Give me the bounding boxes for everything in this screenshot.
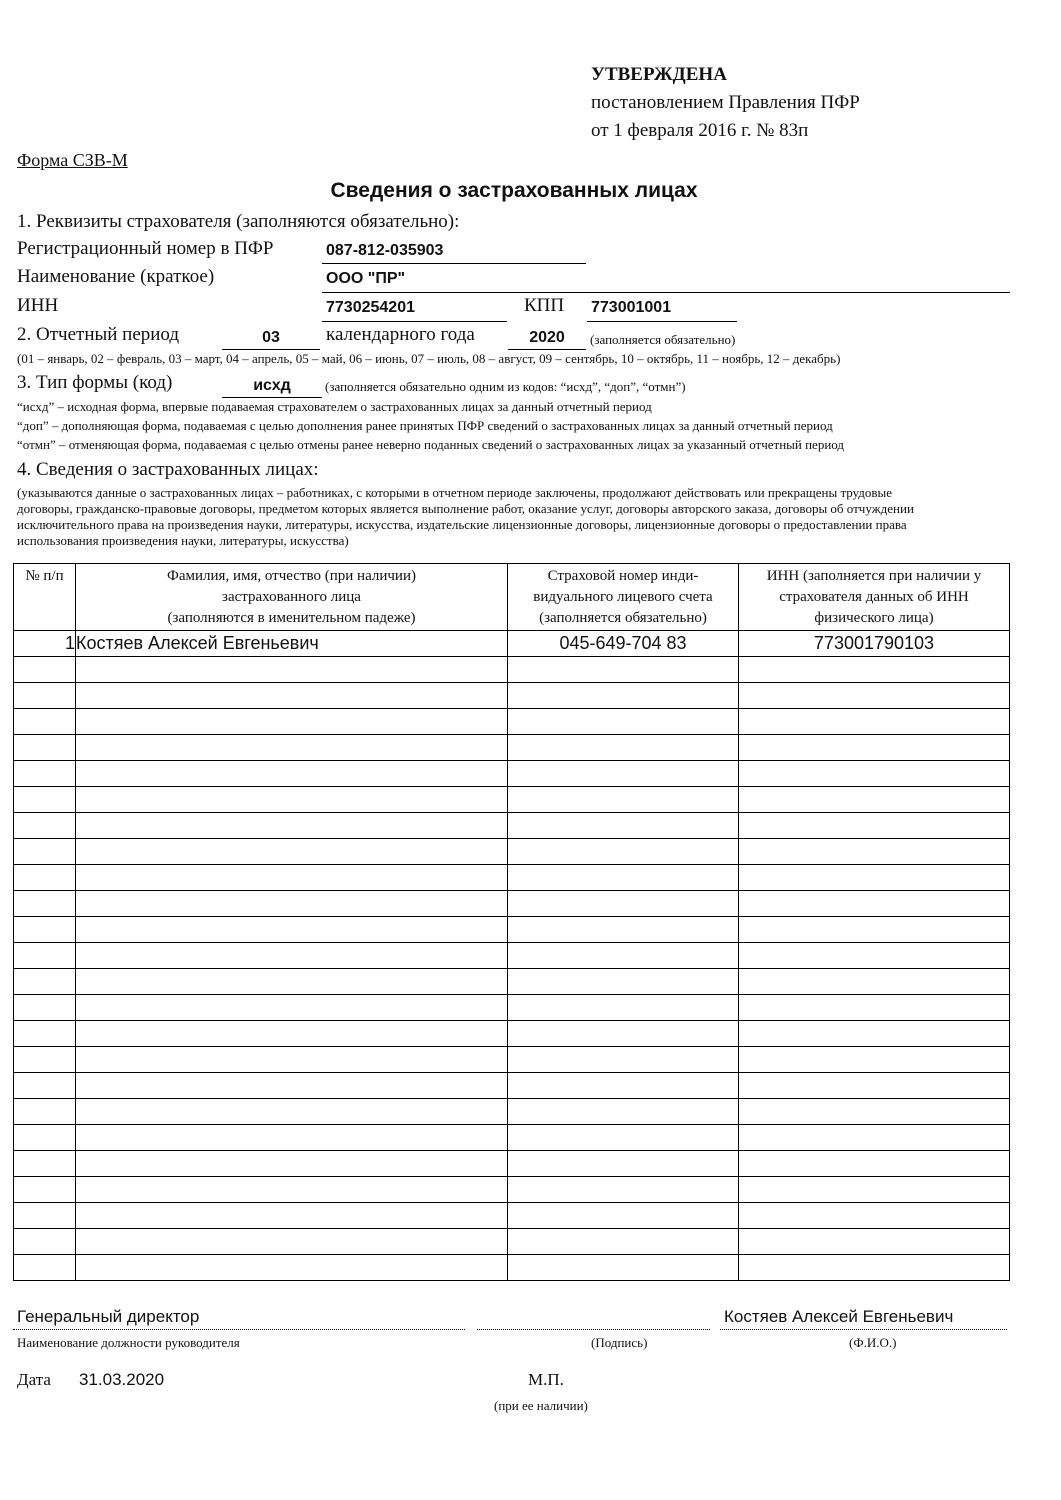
row-fio-cell[interactable] bbox=[76, 1073, 508, 1099]
row-snils-cell[interactable] bbox=[508, 683, 739, 709]
table-row bbox=[14, 761, 1010, 787]
row-snils-cell[interactable] bbox=[508, 709, 739, 735]
col-inn-header: ИНН (заполняется при наличии у страхователя данных об ИНН физического лица) bbox=[739, 564, 1010, 631]
row-inn-cell[interactable] bbox=[739, 1047, 1010, 1073]
position-dotted-line bbox=[13, 1329, 465, 1330]
row-number-cell[interactable] bbox=[14, 657, 76, 683]
row-snils-cell[interactable] bbox=[508, 943, 739, 969]
table-row bbox=[14, 969, 1010, 995]
section4-heading: 4. Сведения о застрахованных лицах: bbox=[17, 459, 319, 480]
reg-number-value[interactable]: 087-812-035903 bbox=[326, 242, 444, 259]
signature-caption: (Подпись) bbox=[591, 1335, 648, 1350]
row-fio-cell[interactable] bbox=[76, 865, 508, 891]
signature-dotted-line bbox=[477, 1329, 710, 1330]
table-row bbox=[14, 787, 1010, 813]
row-fio-cell[interactable] bbox=[76, 761, 508, 787]
col-number-header: № п/п bbox=[14, 564, 76, 631]
col-snils-header: Страховой номер инди- видуального лицевого счета (заполняется обязательно) bbox=[508, 564, 739, 631]
table-row bbox=[14, 891, 1010, 917]
row-fio-cell[interactable] bbox=[76, 995, 508, 1021]
row-number-cell[interactable] bbox=[14, 1021, 76, 1047]
row-snils-cell[interactable] bbox=[508, 1099, 739, 1125]
row-snils-cell[interactable] bbox=[508, 735, 739, 761]
row-number-cell[interactable] bbox=[14, 943, 76, 969]
months-legend: (01 – январь, 02 – февраль, 03 – март, 04 – апрель, 05 – май, 06 – июнь, 07 – июль, 08 – август, 09 – сентябрь, 10 – октябрь, 11 – ноябрь, 12 – декабрь) bbox=[17, 351, 841, 366]
row-snils-cell[interactable] bbox=[508, 1021, 739, 1047]
row-fio-cell[interactable] bbox=[76, 1177, 508, 1203]
director-fio[interactable]: Костяев Алексей Евгеньевич bbox=[724, 1307, 954, 1326]
row-fio-cell[interactable] bbox=[76, 1151, 508, 1177]
row-fio-cell[interactable] bbox=[76, 683, 508, 709]
row-number-cell[interactable] bbox=[14, 709, 76, 735]
form-type-desc-ishd: “исхд” – исходная форма, впервые подаваемая страхователем о застрахованных лицах за данный отчетный период bbox=[17, 399, 652, 414]
document-title: Сведения о застрахованных лицах bbox=[330, 179, 698, 202]
form-type-label: 3. Тип формы (код) bbox=[17, 372, 173, 393]
row-inn-cell[interactable] bbox=[739, 839, 1010, 865]
section4-note-1: (указываются данные о застрахованных лицах – работниках, с которыми в отчетном периоде заключены, продолжают действовать или прекращены трудовые bbox=[17, 485, 893, 500]
year-value[interactable]: 2020 bbox=[529, 329, 565, 346]
table-row bbox=[14, 1099, 1010, 1125]
table-row bbox=[14, 1151, 1010, 1177]
table-row bbox=[14, 631, 1010, 657]
table-row bbox=[14, 735, 1010, 761]
row-number-cell[interactable] bbox=[14, 995, 76, 1021]
row-fio-cell[interactable] bbox=[76, 1021, 508, 1047]
row-inn-cell[interactable] bbox=[739, 1125, 1010, 1151]
period-label: 2. Отчетный период bbox=[17, 324, 180, 345]
form-type-note: (заполняется обязательно одним из кодов: “исхд”, “доп”, “отмн”) bbox=[325, 379, 686, 394]
fio-caption: (Ф.И.О.) bbox=[849, 1335, 897, 1350]
fio-dotted-line bbox=[720, 1329, 1007, 1330]
table-row bbox=[14, 865, 1010, 891]
section4-note-2: договоры, гражданско-правовые договоры, предметом которых является выполнение работ, оказание услуг, договоры авторского заказа, договоры об отчуждении bbox=[17, 501, 914, 516]
row-inn-cell[interactable] bbox=[739, 917, 1010, 943]
row-snils-cell[interactable] bbox=[508, 995, 739, 1021]
row-snils-cell[interactable] bbox=[508, 813, 739, 839]
table-row bbox=[14, 683, 1010, 709]
row-fio-cell[interactable] bbox=[76, 1047, 508, 1073]
table-row bbox=[14, 1047, 1010, 1073]
row-inn-cell[interactable] bbox=[739, 813, 1010, 839]
row-inn-cell[interactable] bbox=[739, 1099, 1010, 1125]
table-row bbox=[14, 1203, 1010, 1229]
kpp-value[interactable]: 773001001 bbox=[591, 299, 672, 316]
row-inn-cell[interactable]: 773001790103 bbox=[739, 631, 1010, 657]
row-inn-cell[interactable] bbox=[739, 995, 1010, 1021]
row-inn-cell[interactable] bbox=[739, 1073, 1010, 1099]
row-fio-cell[interactable] bbox=[76, 709, 508, 735]
row-fio-cell[interactable] bbox=[76, 839, 508, 865]
row-fio-cell[interactable] bbox=[76, 943, 508, 969]
row-snils-cell[interactable] bbox=[508, 1125, 739, 1151]
year-underline bbox=[508, 349, 586, 350]
row-fio-cell[interactable] bbox=[76, 1125, 508, 1151]
table-row bbox=[14, 709, 1010, 735]
approval-line1: постановлением Правления ПФР bbox=[591, 92, 860, 113]
position-caption: Наименование должности руководителя bbox=[17, 1335, 240, 1350]
row-number-cell[interactable] bbox=[14, 1151, 76, 1177]
row-number-cell[interactable] bbox=[14, 1099, 76, 1125]
inn-value[interactable]: 7730254201 bbox=[326, 299, 415, 316]
row-fio-cell[interactable] bbox=[76, 787, 508, 813]
kpp-label: КПП bbox=[524, 295, 565, 316]
row-fio-cell[interactable] bbox=[76, 657, 508, 683]
row-fio-cell[interactable] bbox=[76, 1099, 508, 1125]
row-inn-cell[interactable] bbox=[739, 657, 1010, 683]
insured-persons-table bbox=[13, 563, 1010, 1281]
year-label: календарного года bbox=[326, 324, 475, 345]
table-row bbox=[14, 1125, 1010, 1151]
date-value[interactable]: 31.03.2020 bbox=[79, 1370, 165, 1389]
row-snils-cell[interactable] bbox=[508, 1229, 739, 1255]
row-inn-cell[interactable] bbox=[739, 787, 1010, 813]
director-position[interactable]: Генеральный директор bbox=[17, 1307, 200, 1326]
row-snils-cell[interactable] bbox=[508, 1177, 739, 1203]
table-row bbox=[14, 839, 1010, 865]
table-row bbox=[14, 995, 1010, 1021]
table-row bbox=[14, 1255, 1010, 1281]
date-label: Дата bbox=[17, 1370, 51, 1389]
row-number-cell[interactable]: 1 bbox=[14, 631, 76, 657]
row-fio-cell[interactable]: Костяев Алексей Евгеньевич bbox=[76, 631, 508, 657]
row-fio-cell[interactable] bbox=[76, 891, 508, 917]
row-inn-cell[interactable] bbox=[739, 1021, 1010, 1047]
row-snils-cell[interactable] bbox=[508, 761, 739, 787]
row-number-cell[interactable] bbox=[14, 1073, 76, 1099]
form-type-value[interactable]: исхд bbox=[253, 377, 291, 394]
row-number-cell[interactable] bbox=[14, 787, 76, 813]
row-snils-cell[interactable] bbox=[508, 891, 739, 917]
stamp-label: М.П. bbox=[528, 1370, 564, 1389]
kpp-underline bbox=[587, 321, 737, 322]
row-fio-cell[interactable] bbox=[76, 813, 508, 839]
row-number-cell[interactable] bbox=[14, 891, 76, 917]
row-fio-cell[interactable] bbox=[76, 1229, 508, 1255]
row-number-cell[interactable] bbox=[14, 1229, 76, 1255]
row-number-cell[interactable] bbox=[14, 1203, 76, 1229]
row-number-cell[interactable] bbox=[14, 839, 76, 865]
row-snils-cell[interactable] bbox=[508, 1203, 739, 1229]
row-inn-cell[interactable] bbox=[739, 735, 1010, 761]
row-fio-cell[interactable] bbox=[76, 735, 508, 761]
form-type-desc-otmn: “отмн” – отменяющая форма, подаваемая с целью отмены ранее неверно поданных сведений о застрахованных лицах за указанный отчетный период bbox=[17, 437, 845, 452]
row-number-cell[interactable] bbox=[14, 1125, 76, 1151]
row-number-cell[interactable] bbox=[14, 683, 76, 709]
table-row bbox=[14, 1177, 1010, 1203]
row-fio-cell[interactable] bbox=[76, 1255, 508, 1281]
inn-label: ИНН bbox=[17, 295, 59, 316]
row-number-cell[interactable] bbox=[14, 969, 76, 995]
row-fio-cell[interactable] bbox=[76, 969, 508, 995]
reg-number-underline bbox=[322, 263, 586, 264]
table-row bbox=[14, 813, 1010, 839]
row-number-cell[interactable] bbox=[14, 813, 76, 839]
table-row bbox=[14, 1021, 1010, 1047]
form-type-desc-dop: “доп” – дополняющая форма, подаваемая с целью дополнения ранее принятых ПФР сведений о застрахованных лицах за данный отчетный период bbox=[17, 418, 833, 433]
stamp-note: (при ее наличии) bbox=[494, 1398, 588, 1413]
row-number-cell[interactable] bbox=[14, 735, 76, 761]
row-snils-cell[interactable]: 045-649-704 83 bbox=[508, 631, 739, 657]
short-name-value[interactable]: ООО "ПР" bbox=[326, 270, 406, 287]
row-snils-cell[interactable] bbox=[508, 1151, 739, 1177]
row-snils-cell[interactable] bbox=[508, 969, 739, 995]
row-inn-cell[interactable] bbox=[739, 943, 1010, 969]
row-fio-cell[interactable] bbox=[76, 1203, 508, 1229]
row-snils-cell[interactable] bbox=[508, 787, 739, 813]
table-row bbox=[14, 1073, 1010, 1099]
inn-underline bbox=[322, 321, 507, 322]
row-snils-cell[interactable] bbox=[508, 1073, 739, 1099]
row-inn-cell[interactable] bbox=[739, 1151, 1010, 1177]
short-name-underline bbox=[322, 292, 1010, 293]
row-inn-cell[interactable] bbox=[739, 969, 1010, 995]
table-row bbox=[14, 917, 1010, 943]
row-inn-cell[interactable] bbox=[739, 683, 1010, 709]
row-snils-cell[interactable] bbox=[508, 657, 739, 683]
row-snils-cell[interactable] bbox=[508, 1047, 739, 1073]
period-value[interactable]: 03 bbox=[262, 329, 280, 346]
row-inn-cell[interactable] bbox=[739, 709, 1010, 735]
period-note: (заполняется обязательно) bbox=[590, 332, 736, 347]
approval-line2: от 1 февраля 2016 г. № 83п bbox=[591, 120, 809, 141]
row-snils-cell[interactable] bbox=[508, 917, 739, 943]
row-snils-cell[interactable] bbox=[508, 839, 739, 865]
form-name: Форма СЗВ-М bbox=[17, 150, 128, 170]
section1-heading: 1. Реквизиты страхователя (заполняются обязательно): bbox=[17, 211, 460, 232]
table-row bbox=[14, 943, 1010, 969]
section4-note-3: исключительного права на произведения науки, литературы, искусства, издательские лицензионные договоры, лицензионные договоры о предоставлении права bbox=[17, 517, 907, 532]
row-number-cell[interactable] bbox=[14, 1177, 76, 1203]
reg-number-label: Регистрационный номер в ПФР bbox=[17, 238, 274, 259]
period-underline bbox=[222, 349, 320, 350]
form-type-underline bbox=[222, 397, 322, 398]
row-inn-cell[interactable] bbox=[739, 891, 1010, 917]
approval-title: УТВЕРЖДЕНА bbox=[591, 64, 727, 85]
row-inn-cell[interactable] bbox=[739, 761, 1010, 787]
row-fio-cell[interactable] bbox=[76, 917, 508, 943]
row-inn-cell[interactable] bbox=[739, 1229, 1010, 1255]
row-inn-cell[interactable] bbox=[739, 1177, 1010, 1203]
table-row bbox=[14, 657, 1010, 683]
row-number-cell[interactable] bbox=[14, 1255, 76, 1281]
row-snils-cell[interactable] bbox=[508, 865, 739, 891]
table-row bbox=[14, 1229, 1010, 1255]
row-number-cell[interactable] bbox=[14, 761, 76, 787]
row-number-cell[interactable] bbox=[14, 917, 76, 943]
row-snils-cell[interactable] bbox=[508, 1255, 739, 1281]
table-header-row bbox=[14, 564, 1010, 631]
row-inn-cell[interactable] bbox=[739, 865, 1010, 891]
row-inn-cell[interactable] bbox=[739, 1255, 1010, 1281]
section4-note-4: использования произведения науки, литературы, искусства) bbox=[17, 533, 349, 548]
row-number-cell[interactable] bbox=[14, 1047, 76, 1073]
row-inn-cell[interactable] bbox=[739, 1203, 1010, 1229]
short-name-label: Наименование (краткое) bbox=[17, 266, 215, 287]
col-fio-header: Фамилия, имя, отчество (при наличии) застрахованного лица (заполняются в именительном падеже) bbox=[76, 564, 508, 631]
row-number-cell[interactable] bbox=[14, 865, 76, 891]
